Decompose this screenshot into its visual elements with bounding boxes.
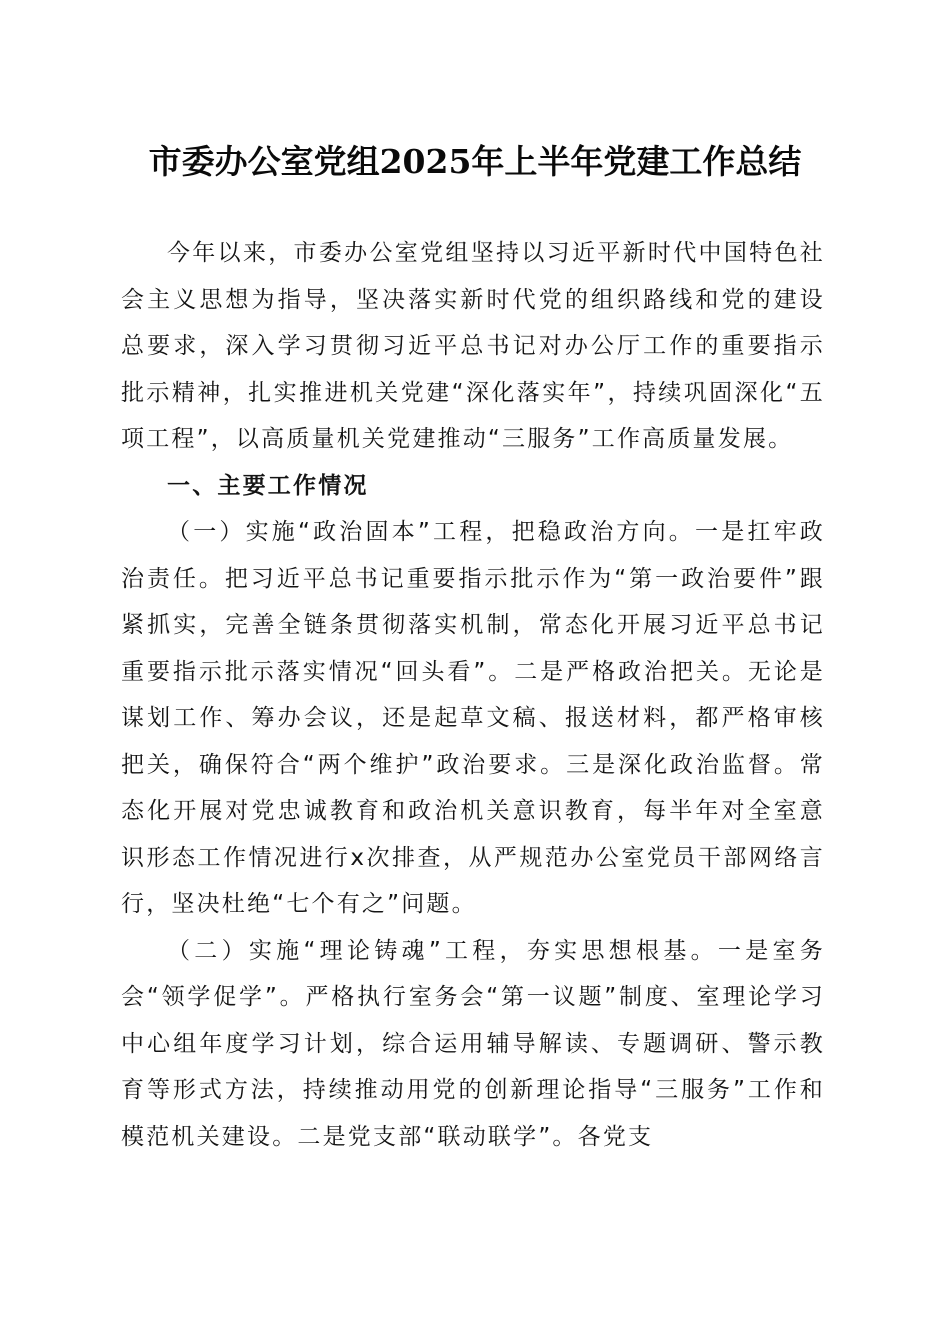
document-title: 市委办公室党组2025年上半年党建工作总结 xyxy=(148,142,802,181)
document-body xyxy=(121,230,825,1160)
subheading-political-foundation: （一）实施“政治固本”工程，把稳政治方向。 xyxy=(167,519,696,545)
intro-paragraph: 今年以来，市委办公室党组坚持以习近平新时代中国特色社会主义思想为指导，坚决落实新时代党的组织路线和党的建设总要求，深入学习贯彻习近平总书记对办公厅工作的重要指示批示精神，扎实推进机关党建“深化落实年”，持续巩固深化“五项工程”，以高质量机关党建推动“三服务”工作高质量发展。 xyxy=(121,240,825,452)
paragraph-theory-soul xyxy=(121,928,825,1161)
text-political-foundation: 一是扛牢政治责任。把习近平总书记重要指示批示作为“第一政治要件”跟紧抓实，完善全链条贯彻落实机制，常态化开展习近平总书记重要指示批示落实情况“回头看”。二是严格政治把关。无论是谋划工作、筹办会议，还是起草文稿、报送材料，都严格审核把关，确保符合“两个维护”政治要求。三是深化政治监督。常态化开展对党忠诚教育和政治机关意识教育，每半年对全室意识形态工作情况进行x次排查，从严规范办公室党员干部网络言行，坚决杜绝“七个有之”问题。 xyxy=(121,519,826,917)
text-theory-soul: 一是室务会“领学促学”。严格执行室务会“第一议题”制度、室理论学习中心组年度学习计划，综合运用辅导解读、专题调研、警示教育等形式方法，持续推动用党的创新理论指导“三服务”工作和模范机关建设。二是党支部“联动联学”。各党支 xyxy=(121,937,825,1150)
section-heading-text: 一、主要工作情况 xyxy=(167,472,369,499)
section-heading-main-work xyxy=(121,463,825,510)
paragraph-political-foundation xyxy=(121,509,825,928)
subheading-theory-soul: （二）实施“理论铸魂”工程，夯实思想根基。 xyxy=(167,937,718,964)
